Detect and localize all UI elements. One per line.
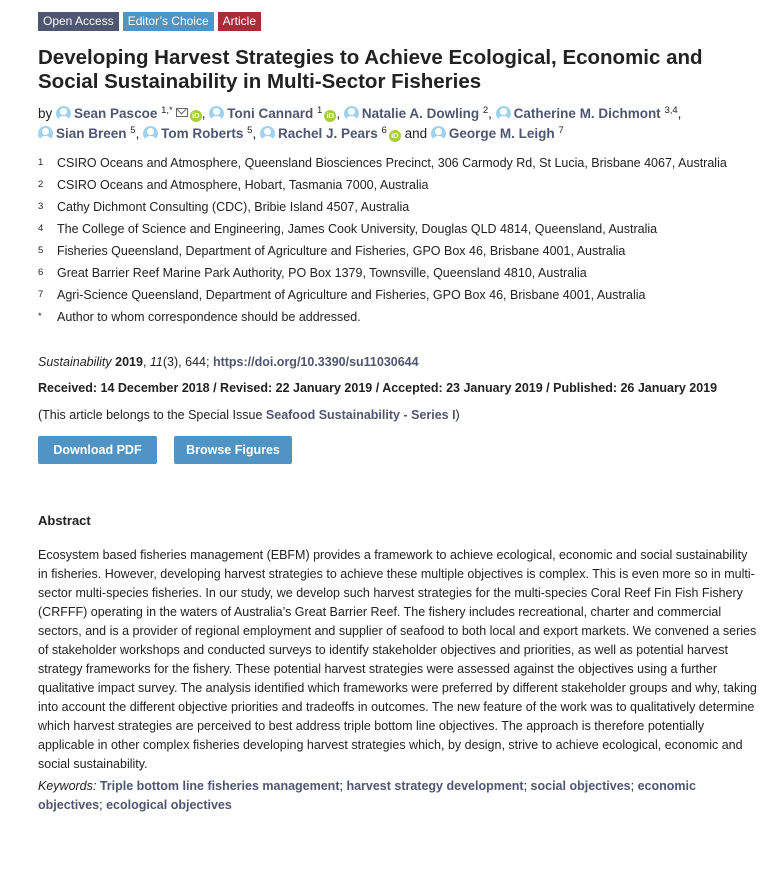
keywords: Keywords: Triple bottom line fisheries management; harvest strategy development; social objectives; economic objectives; ecological objectives: [38, 779, 696, 812]
author-affil-sup: 2: [482, 105, 489, 116]
person-icon: [209, 106, 224, 121]
author-sean-pascoe[interactable]: [56, 106, 157, 121]
journal-name: Sustainability: [38, 355, 112, 369]
browse-figures-button[interactable]: Browse Figures: [174, 436, 292, 464]
affiliation-list: [38, 154, 758, 326]
article-title: Developing Harvest Strategies to Achieve Ecological, Economic and Social Sustainability in Multi-Sector Fisheries: [38, 46, 703, 93]
orcid-icon[interactable]: iD: [324, 110, 336, 122]
special-issue-note: [38, 406, 758, 424]
publication-dates: Received: 14 December 2018 / Revised: 22 January 2019 / Accepted: 23 January 2019 / Published: 26 January 2019: [38, 381, 718, 395]
affiliation-item: [38, 286, 758, 304]
affiliation-number: 5: [38, 245, 44, 256]
author-toni-cannard[interactable]: [209, 106, 313, 121]
affiliation-text: Cathy Dichmont Consulting (CDC), Bribie Island 4507, Australia: [57, 200, 410, 214]
article-type-badge: Article: [218, 12, 261, 31]
article-page: [38, 12, 758, 815]
citation-year: 2019: [115, 355, 143, 369]
affiliation-item: [38, 176, 758, 194]
badge-row: [38, 12, 758, 31]
citation-line: Sustainability 2019, 11(3), 644; https://doi.org/10.3390/su11030644: [38, 355, 419, 369]
author-affil-sup: 3,4: [664, 105, 678, 116]
affiliation-number: 1: [38, 157, 44, 168]
author-affil-sup: 7: [558, 125, 564, 136]
keyword-link[interactable]: social objectives: [530, 779, 631, 793]
author-affil-sup: 1: [317, 105, 323, 116]
author-tom-roberts[interactable]: [143, 126, 243, 141]
affiliation-number: *: [38, 311, 42, 322]
author-catherine-dichmont[interactable]: [496, 106, 661, 121]
and-label: and: [404, 126, 428, 141]
person-icon: [260, 126, 275, 141]
citation-pages: , 644;: [178, 355, 210, 369]
doi-link[interactable]: https://doi.org/10.3390/su11030644: [212, 355, 419, 369]
author-affil-sup: 1,*: [161, 105, 173, 116]
special-issue-link[interactable]: Seafood Sustainability - Series I: [265, 408, 456, 422]
author-rachel-pears[interactable]: [260, 126, 378, 141]
affiliation-text: The College of Science and Engineering, James Cook University, Douglas QLD 4814, Queensland, Australia: [57, 222, 658, 236]
author-name[interactable]: Catherine M. Dichmont: [513, 106, 661, 121]
special-issue-suffix: ): [455, 408, 460, 422]
keyword-link[interactable]: Triple bottom line fisheries management: [99, 779, 340, 793]
author-list: by Sean Pascoe $^{1,*}$ iD , Toni Cannard $^1$ iD , Natalie A. Dowling $^2$, Catherine M. Dichmont $^{3,4}$, Sian Breen $^5$, Tom Roberts $^5$, Rachel J. Pears $^6$ iD and George M. Leigh $^7$: [38, 105, 682, 141]
person-icon: [344, 106, 359, 121]
keywords-label: Keywords:: [38, 779, 97, 793]
author-name[interactable]: Natalie A. Dowling: [361, 106, 480, 121]
affiliation-item: [38, 198, 758, 216]
person-icon: [431, 126, 446, 141]
affiliation-text: Fisheries Queensland, Department of Agriculture and Fisheries, GPO Box 46, Brisbane 4001, Australia: [57, 244, 626, 258]
affiliation-number: 2: [38, 179, 44, 190]
author-sian-breen[interactable]: [38, 126, 127, 141]
by-label: by: [38, 106, 53, 121]
author-affil-sup: 5: [247, 125, 253, 136]
author-name[interactable]: Tom Roberts: [161, 126, 244, 141]
author-name[interactable]: Toni Cannard: [227, 106, 314, 121]
citation-volume: 11: [149, 355, 163, 369]
affiliation-item: [38, 220, 758, 238]
abstract-heading: Abstract: [38, 513, 91, 528]
person-icon: [38, 126, 53, 141]
author-name[interactable]: Sean Pascoe: [74, 106, 158, 121]
author-name[interactable]: Sian Breen: [56, 126, 127, 141]
special-issue-prefix: (This article belongs to the Special Issue: [38, 408, 263, 422]
action-buttons: [38, 436, 758, 464]
keyword-link[interactable]: economic objectives: [38, 779, 696, 812]
abstract-text: Ecosystem based fisheries management (EBFM) provides a framework to achieve ecological, economic and social sustainability in fisheries. However, developing harvest strategies to achieve these multiple objectives is complex. This is even more so in multi-sector multi-species fisheries. In our study, we develop such harvest strategies for the multi-species Coral Reef Fin Fish Fishery (CRFFF) operating in the waters of Australia’s Great Barrier Reef. The fishery includes recreational, charter and commercial sectors, and is a provider of regional employment and supplier of seafood to both local and export markets. We convened a series of stakeholder workshops and conducted surveys to identify stakeholder objectives and priorities, as well as potential harvest strategy frameworks for the fishery. These potential harvest strategies were assessed against the objectives using a further qualitative impact survey. The analysis identified which frameworks were preferred by different stakeholder groups and why, taking into account the different objective priorities and tradeoffs in outcomes. The new feature of the work was to qualitatively determine which harvest strategies are perceived to best address triple bottom line objectives. The approach is therefore potentially applicable in other complex fisheries developing harvest strategies which, by design, strive to achieve ecological, economic and social sustainability.: [38, 548, 757, 771]
affiliation-number: 3: [38, 201, 44, 212]
author-name[interactable]: Rachel J. Pears: [277, 126, 378, 141]
person-icon: [143, 126, 158, 141]
affiliation-text: Great Barrier Reef Marine Park Authority, PO Box 1379, Townsville, Queensland 4810, Australia: [57, 266, 587, 280]
affiliation-item: [38, 264, 758, 282]
open-access-badge[interactable]: Open Access: [38, 12, 119, 31]
affiliation-number: 4: [38, 223, 44, 234]
person-icon: [56, 106, 71, 121]
download-pdf-button[interactable]: Download PDF: [38, 436, 157, 464]
citation-issue: (3): [162, 355, 179, 369]
keyword-link[interactable]: ecological objectives: [106, 798, 232, 812]
editors-choice-badge[interactable]: Editor’s Choice: [123, 12, 214, 31]
affiliation-number: 7: [38, 289, 44, 300]
person-icon: [496, 106, 511, 121]
author-affil-sup: 6: [381, 125, 387, 136]
affiliation-item: [38, 242, 758, 260]
affiliation-text: CSIRO Oceans and Atmosphere, Hobart, Tasmania 7000, Australia: [57, 178, 429, 192]
author-affil-sup: 5: [130, 125, 136, 136]
affiliation-number: 6: [38, 267, 44, 278]
author-natalie-dowling[interactable]: [344, 106, 479, 121]
affiliation-item: [38, 154, 758, 172]
orcid-icon[interactable]: iD: [190, 110, 202, 122]
keyword-link[interactable]: harvest strategy development: [346, 779, 524, 793]
author-name[interactable]: George M. Leigh: [448, 126, 555, 141]
envelope-icon[interactable]: [176, 108, 188, 117]
affiliation-text: Agri-Science Queensland, Department of Agriculture and Fisheries, GPO Box 46, Brisbane 4001, Australia: [57, 288, 646, 302]
author-george-leigh[interactable]: [431, 126, 555, 141]
affiliation-item: [38, 308, 758, 326]
affiliation-text: CSIRO Oceans and Atmosphere, Queensland Biosciences Precinct, 306 Carmody Rd, St Lucia, Brisbane 4067, Australia: [57, 156, 727, 170]
orcid-icon[interactable]: iD: [389, 130, 401, 142]
affiliation-text: Author to whom correspondence should be addressed.: [57, 310, 361, 324]
